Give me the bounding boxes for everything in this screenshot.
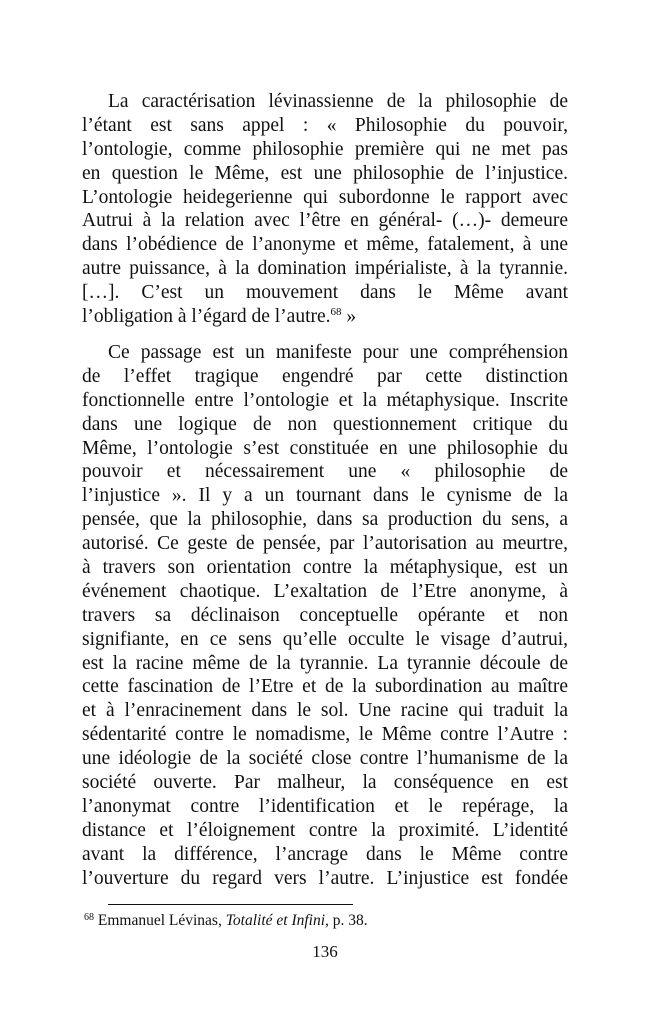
text-line <box>82 843 568 867</box>
footnote-page: p. 38. <box>328 912 368 929</box>
text-line <box>82 604 568 628</box>
text-line <box>82 699 568 723</box>
text-line-content: société ouverte. Par malheur, la conséquence en est <box>82 772 568 794</box>
text-line <box>82 484 568 508</box>
text-line <box>82 556 568 580</box>
text-line-content: travers sa déclinaison conceptuelle opérante et non <box>82 604 568 626</box>
text-line <box>82 257 568 281</box>
text-line-content: l’injustice ». Il y a un tournant dans le cynisme de la <box>82 485 568 507</box>
text-line-content: dans l’obédience de l’anonyme et même, fatalement, à une <box>82 234 568 256</box>
text-line <box>82 652 568 676</box>
footnote <box>84 912 368 930</box>
text-line <box>82 305 568 329</box>
text-line-content: en question le Même, est une philosophie de l’injustice. <box>82 162 568 184</box>
footnote-number: 68 <box>84 912 94 923</box>
text-line-content: l’ouverture du regard vers l’autre. L’injustice est fondée <box>82 867 568 889</box>
text-line-content: Autrui à la relation avec l’être en général- (…)- demeure <box>82 210 568 232</box>
text-line-content: à travers son orientation contre la métaphysique, est un <box>82 557 568 579</box>
text-line-content: pouvoir et nécessairement une « philosophie de <box>82 461 568 483</box>
text-line-content: l’obligation à l’égard de l’autre. <box>82 306 331 328</box>
text-line-content: L’ontologie heidegerienne qui subordonne le rapport avec <box>82 186 568 208</box>
text-line <box>82 723 568 747</box>
text-line-content: l’étant est sans appel : « Philosophie du pouvoir, <box>82 114 568 136</box>
text-line-content: Même, l’ontologie s’est constituée en une philosophie du <box>82 437 568 459</box>
text-line-content: autre puissance, à la domination impérialiste, à la tyrannie. <box>82 258 568 280</box>
text-line <box>82 508 568 532</box>
text-line-content: distance et l’éloignement contre la proximité. L’identité <box>82 819 568 841</box>
text-line-content: pensée, que la philosophie, dans sa production du sens, a <box>82 509 568 531</box>
text-line-content: autorisé. Ce geste de pensée, par l’autorisation au meurtre, <box>82 533 568 555</box>
text-line <box>82 580 568 604</box>
text-line <box>82 819 568 843</box>
text-line <box>82 186 568 210</box>
text-line-content: sédentarité contre le nomadisme, le Même contre l’Autre : <box>82 724 568 746</box>
text-line <box>82 389 568 413</box>
text-line <box>82 365 568 389</box>
text-line-content: est la racine même de la tyrannie. La tyrannie découle de <box>82 652 568 674</box>
text-line-content: de l’effet tragique engendré par cette distinction <box>82 365 568 387</box>
text-line <box>82 90 568 114</box>
text-line <box>82 281 568 305</box>
text-line <box>82 675 568 699</box>
text-line-content: signifiante, en ce sens qu’elle occulte le visage d’autrui, <box>82 628 568 650</box>
text-line <box>82 341 568 365</box>
text-line-content: avant la différence, l’ancrage dans le Même contre <box>82 843 568 865</box>
closing-quote: » <box>341 306 357 328</box>
text-line <box>82 867 568 891</box>
text-line <box>82 532 568 556</box>
text-line-content: et à l’enracinement dans le sol. Une racine qui traduit la <box>82 700 568 722</box>
text-line-content: une idéologie de la société close contre l’humanisme de la <box>82 748 568 770</box>
text-line-content: l’anonymat contre l’identification et le repérage, la <box>82 795 568 817</box>
text-line <box>82 209 568 233</box>
text-line <box>82 138 568 162</box>
text-line-content: […]. C’est un mouvement dans le Même avant <box>82 282 568 304</box>
text-line-content: l’ontologie, comme philosophie première qui ne met pas <box>82 138 568 160</box>
footnote-author: Emmanuel Lévinas, <box>97 912 226 929</box>
text-line <box>82 460 568 484</box>
text-line <box>82 628 568 652</box>
text-line <box>82 437 568 461</box>
paragraph-quote <box>82 90 568 329</box>
text-line <box>82 795 568 819</box>
text-line <box>82 747 568 771</box>
text-line-content: événement chaotique. L’exaltation de l’Etre anonyme, à <box>82 580 568 602</box>
text-line-content: cette fascination de l’Etre et de la subordination au maître <box>82 676 568 698</box>
text-line <box>82 413 568 437</box>
text-line <box>82 114 568 138</box>
text-line <box>82 771 568 795</box>
page-number: 136 <box>312 942 338 961</box>
text-line-content: Ce passage est un manifeste pour une compréhension <box>108 342 568 363</box>
footnote-title: Totalité et Infini, <box>225 912 329 929</box>
text-line-content: fonctionnelle entre l’ontologie et la métaphysique. Inscrite <box>82 389 568 411</box>
footnote-reference: 68 <box>330 306 342 319</box>
text-line <box>82 233 568 257</box>
text-line-content: La caractérisation lévinassienne de la philosophie de <box>108 91 568 112</box>
paragraph-commentary <box>82 341 568 890</box>
footnote-separator <box>108 904 353 905</box>
text-line-content: dans une logique de non questionnement critique du <box>82 413 568 435</box>
text-line <box>82 162 568 186</box>
